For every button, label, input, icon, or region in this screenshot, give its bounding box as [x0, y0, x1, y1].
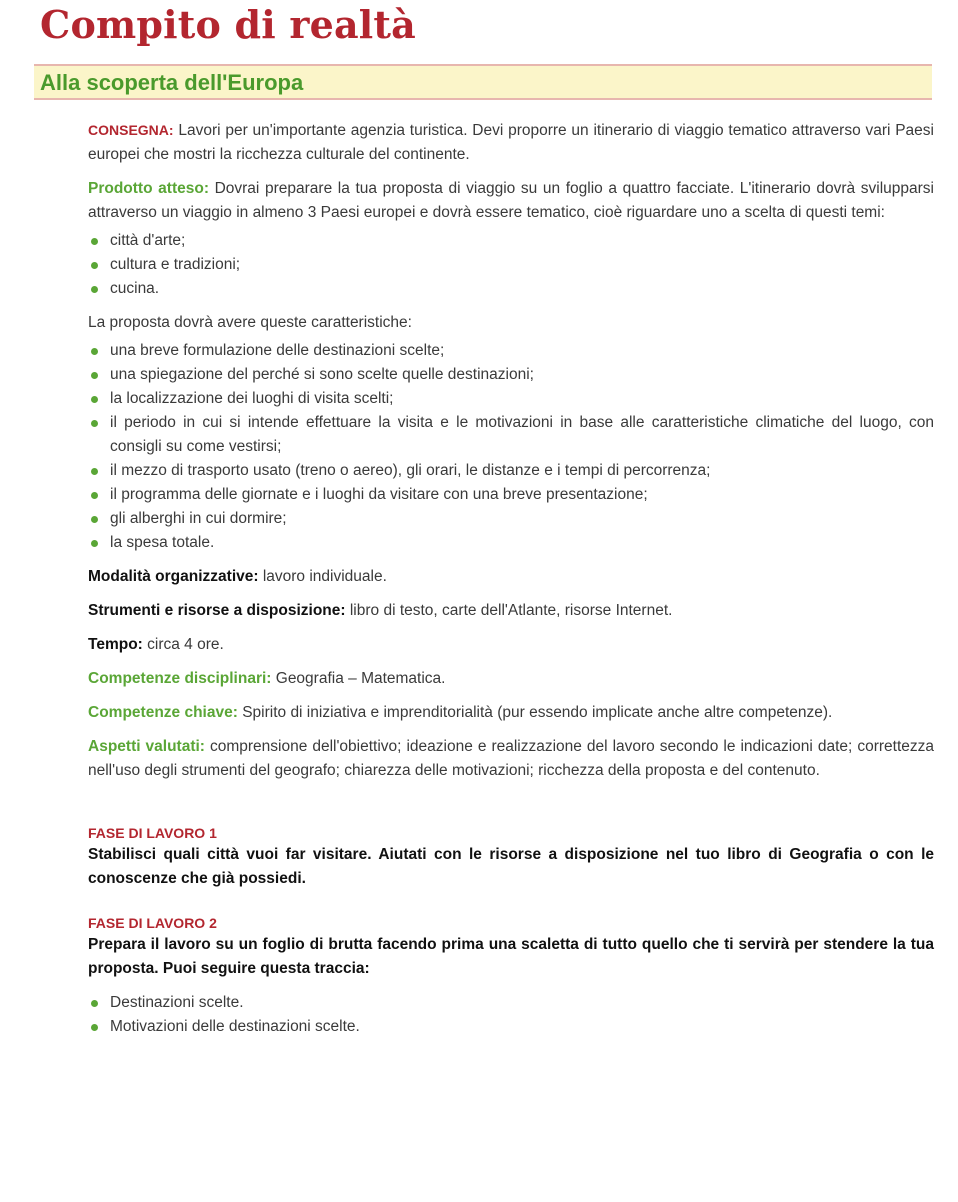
list-item: cultura e tradizioni;	[88, 253, 934, 277]
list-item: una breve formulazione delle destinazioni scelte;	[88, 339, 934, 363]
section-title: Alla scoperta dell'Europa	[40, 70, 304, 95]
aspetti-text: comprensione dell'obiettivo; ideazione e realizzazione del lavoro secondo le indicazioni date; correttezza nell'uso degli strumenti del geografo; chiarezza delle motivazioni; ricchezza della proposta e del contenuto.	[88, 738, 934, 779]
strumenti-text: libro di testo, carte dell'Atlante, risorse Internet.	[345, 602, 673, 619]
fase-2-text: Prepara il lavoro su un foglio di brutta facendo prima una scaletta di tutto quello che ti servirà per stendere la tua proposta. Puoi seguire questa traccia:	[88, 936, 934, 977]
fase-1-text: Stabilisci quali città vuoi far visitare. Aiutati con le risorse a disposizione nel tuo libro di Geografia o con le conoscenze che già possiedi.	[88, 846, 934, 887]
tempo-label: Tempo:	[88, 636, 143, 653]
list-item: cucina.	[88, 277, 934, 301]
caratteristiche-list	[88, 339, 934, 555]
page-title: Compito di realtà	[40, 2, 416, 47]
list-item: il programma delle giornate e i luoghi da visitare con una breve presentazione;	[88, 483, 934, 507]
list-item: città d'arte;	[88, 229, 934, 253]
competenze-chiave-text: Spirito di iniziativa e imprenditorialità (pur essendo implicate anche altre competenze).	[237, 704, 833, 721]
list-item: Destinazioni scelte.	[88, 991, 934, 1015]
prodotto-label: Prodotto atteso:	[88, 180, 209, 197]
list-item: il periodo in cui si intende effettuare la visita e le motivazioni in base alle caratteristiche climatiche del luogo, con consigli su come vestirsi;	[88, 411, 934, 459]
tempo-text: circa 4 ore.	[142, 636, 224, 653]
strumenti-paragraph	[88, 599, 934, 623]
list-item: una spiegazione del perché si sono scelte quelle destinazioni;	[88, 363, 934, 387]
competenze-chiave-paragraph	[88, 701, 934, 725]
strumenti-label: Strumenti e risorse a disposizione:	[88, 602, 346, 619]
section-header	[34, 64, 932, 100]
consegna-text: Lavori per un'importante agenzia turistica. Devi proporre un itinerario di viaggio tematico attraverso vari Paesi europei che mostri la ricchezza culturale del continente.	[88, 122, 934, 163]
aspetti-label: Aspetti valutati:	[88, 738, 205, 755]
list-item: la spesa totale.	[88, 531, 934, 555]
prodotto-text: Dovrai preparare la tua proposta di viaggio su un foglio a quattro facciate. L'itinerario dovrà svilupparsi attraverso un viaggio in almeno 3 Paesi europei e dovrà essere tematico, cioè riguardare uno a scelta di questi temi:	[88, 180, 935, 221]
list-item: Motivazioni delle destinazioni scelte.	[88, 1015, 934, 1039]
fase-2	[88, 913, 934, 1039]
prodotto-paragraph	[88, 177, 934, 225]
competenze-disciplinari-label: Competenze disciplinari:	[88, 670, 272, 687]
aspetti-paragraph	[88, 735, 934, 783]
modalita-label: Modalità organizzative:	[88, 568, 259, 585]
consegna-paragraph	[88, 118, 934, 167]
fase-1-label: FASE DI LAVORO 1	[88, 825, 217, 841]
competenze-disciplinari-text: Geografia – Matematica.	[271, 670, 446, 687]
competenze-disciplinari-paragraph	[88, 667, 934, 691]
content	[88, 118, 934, 1049]
modalita-text: lavoro individuale.	[258, 568, 387, 585]
modalita-paragraph	[88, 565, 934, 589]
fase-2-list	[88, 991, 934, 1039]
fase-1	[88, 823, 934, 891]
caratteristiche-intro: La proposta dovrà avere queste caratteristiche:	[88, 314, 412, 331]
list-item: il mezzo di trasporto usato (treno o aereo), gli orari, le distanze e i tempi di percorrenza;	[88, 459, 934, 483]
competenze-chiave-label: Competenze chiave:	[88, 704, 238, 721]
themes-list	[88, 229, 934, 301]
list-item: la localizzazione dei luoghi di visita scelti;	[88, 387, 934, 411]
list-item: gli alberghi in cui dormire;	[88, 507, 934, 531]
tempo-paragraph	[88, 633, 934, 657]
fase-2-label: FASE DI LAVORO 2	[88, 915, 217, 931]
consegna-label: CONSEGNA:	[88, 122, 174, 138]
